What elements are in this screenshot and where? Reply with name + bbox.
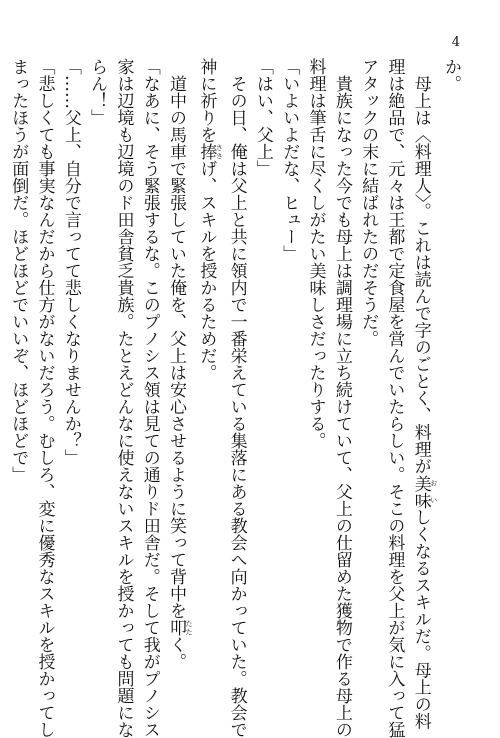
text-line: か。 xyxy=(441,58,461,92)
ruby-word: 捧 ささ xyxy=(196,143,224,160)
text-line: 貴族になった今でも母上は調理場に立ち続けていて、父上の仕留めた獲物で作る母上の xyxy=(331,58,352,738)
text-line xyxy=(407,58,438,730)
text-fragment: しくなるスキルだ。母上の料 xyxy=(410,508,431,730)
vertical-text-body xyxy=(5,58,464,738)
text-line: 「なあに、そう緊張するな。このプノシス領は見ての通りド田舎だ。そして我がプノシス xyxy=(139,58,160,738)
text-fragment: 母上は〈料理人〉。これは読んで字のごとく、料理が xyxy=(410,58,431,475)
text-line: 「いよいよだな、ヒュー」 xyxy=(279,58,300,262)
text-line: 家は辺境も辺境のド田舎貧乏貴族。たとえどんなに使えないスキルを授かっても問題にな xyxy=(113,58,134,738)
ruby-reading: たた xyxy=(185,619,194,636)
text-line xyxy=(163,58,193,668)
text-fragment: 道中の馬車で緊張していた俺を、父上は安心させるように笑って背中を xyxy=(166,58,187,619)
text-line: 「悲しくても事実なんだから仕方がないだろう。むしろ、変に優秀なスキルを授かってし xyxy=(34,58,55,738)
text-line xyxy=(193,58,223,668)
ruby-reading: ささ xyxy=(215,143,224,160)
text-fragment: く。 xyxy=(166,636,187,670)
page-number: 4 xyxy=(451,35,460,50)
text-line: 料理は筆舌に尽くしがたい美味しさだったりする。 xyxy=(305,58,326,449)
ruby-reading: お xyxy=(429,474,438,492)
text-line: 理は絶品で、元々は王都で定食屋を営んでいたらしい。そこの料理を父上が気に入って猛 xyxy=(384,58,405,738)
ruby-word: 叩 たた xyxy=(166,619,194,636)
ruby-reading: い xyxy=(429,491,438,509)
text-line: その日、俺は父上と共に領内で一番栄えている集落にある教会へ向かっていた。教会で xyxy=(226,58,247,738)
text-line: 「……父上、自分で言ってて悲しくなりませんか？」 xyxy=(60,58,81,466)
text-line: まったほうが面倒だ。ほどほどでいいぞ、ほどほどで」 xyxy=(8,58,29,483)
ruby-word: 美 お味 い xyxy=(410,474,438,509)
text-line: アタックの末に結ばれたのだそうだ。 xyxy=(358,58,379,347)
text-fragment: げ、スキルを授かるためだ。 xyxy=(196,160,217,381)
text-line: 「はい、父上」 xyxy=(252,58,273,177)
text-fragment: 神に祈りを xyxy=(196,58,217,143)
text-line: らん！」 xyxy=(87,58,108,126)
